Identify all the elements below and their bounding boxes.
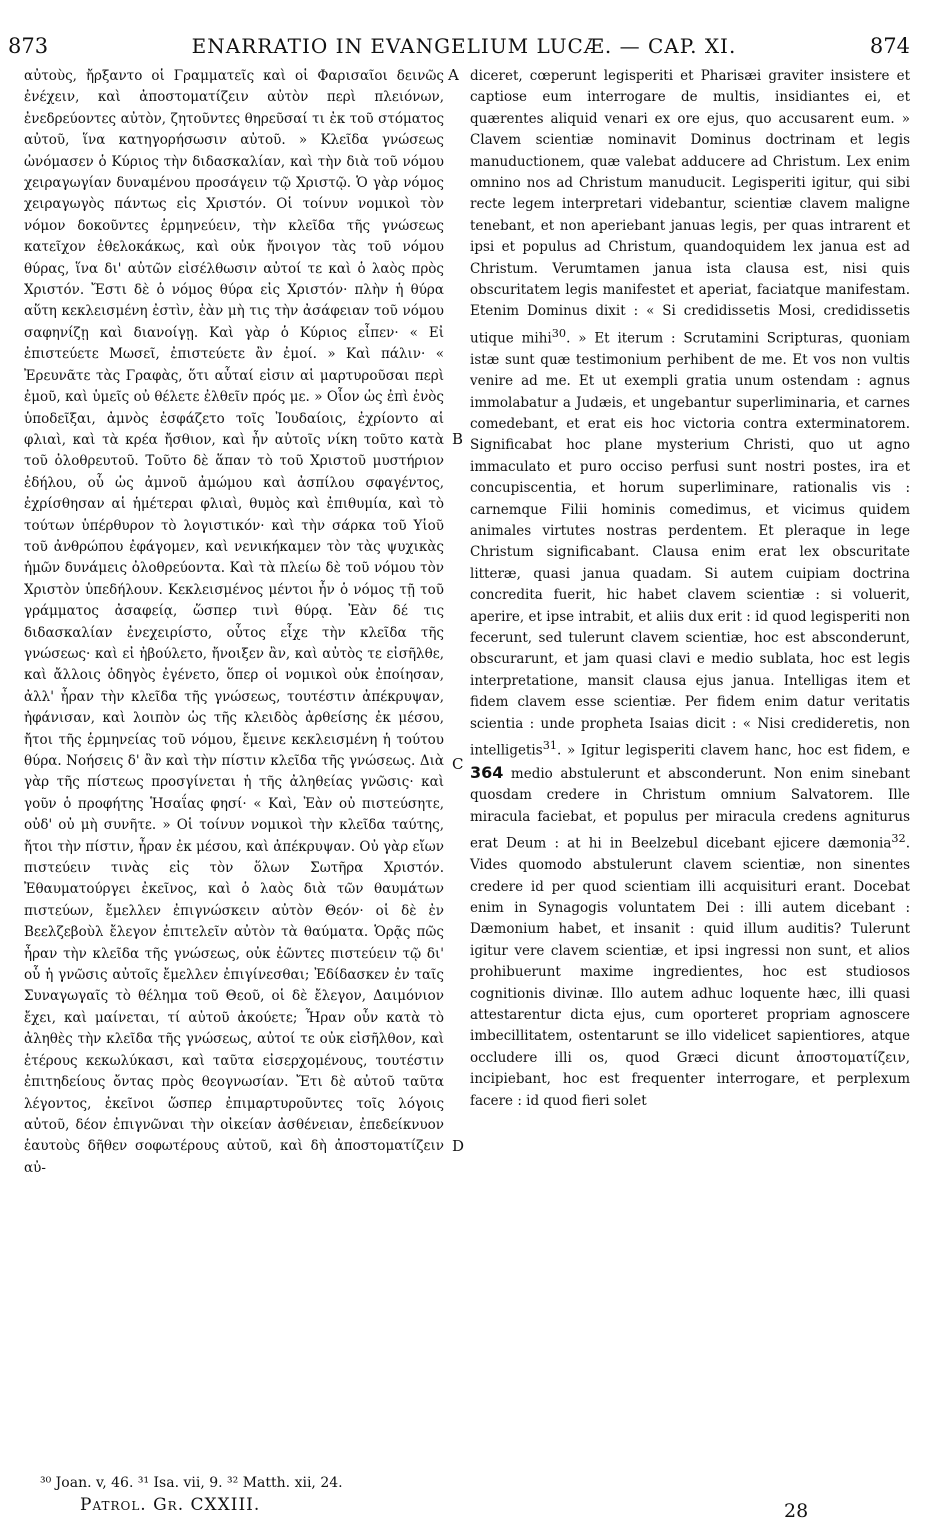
- margin-letter-b: B: [452, 430, 464, 448]
- latin-column: [470, 66, 910, 1112]
- page-number-left: 873: [8, 34, 49, 58]
- printer-signature: 28: [784, 1500, 809, 1522]
- footnote-line: ³⁰ Joan. v, 46. ³¹ Isa. vii, 9. ³² Matth. xii, 24.: [40, 1475, 343, 1491]
- margin-letter-d: D: [452, 1137, 465, 1155]
- latin-text-part-1: diceret, cœperunt legisperiti et Pharisæi graviter insistere et captiose eum interrogare de multis, insidiantes ei, et quærentes aliquid venari ex ore ejus, quo accusarent eum. » Clavem scientiæ nominavit Dominus doctrinam et legis manuductionem, quæ valebat adducere ad Christum. Lex enim omnino nos ad Christum manuducit. Legisperiti igitur, qui sibi recte legem interpretari videbantur, scientiæ clavem maligne tenebant, et non aperiebant januas legis, per quas intrarent et ipsi et populus ad Christum, quandoquidem lex janua est ad Christum. Verumtamen janua ista clausa est, nisi quis obscuritatem legis manifestet et aperiat, faciatque manifestam. Etenim Dominus dixit : « Si credidissetis Mosi, credidissetis utique mihi: [470, 68, 910, 347]
- footnote-ref-30: 30: [551, 326, 567, 340]
- running-title: ENARRATIO IN EVANGELIUM LUCÆ. — CAP. XI.: [191, 34, 737, 58]
- footnote-ref-31: 31: [542, 739, 558, 753]
- margin-letter-a: A: [448, 66, 459, 84]
- migne-column-marker: 364: [470, 763, 504, 782]
- margin-letter-c: C: [452, 755, 464, 773]
- latin-text-part-2: . » Et iterum : Scrutamini Scripturas, quoniam istæ sunt quæ testimonium perhibent de me. Et vos non vultis venire ad me. Et ut exempli gratia unum ostendam : agnus immolabatur a Judæis, et ungebantur superliminaria, et carnes comedebant, et erat eis hoc victoria contra exterminatorem. Significabat hoc plane mysterium Christi, quo ut agno immaculato et puro occiso perfusi sunt nostri postes, ira et concupiscentia, et horum superliminare, rationalis vis : carnemque Filii hominis comedimus, et vicimus quidem animales virtutes nostras perdentem. Et pleraque in lege Christum significabant. Clausa enim erat lex obscuritate litteræ, quasi janua quadam. Si autem cuipiam doctrina concredita fuerit, hic habet clavem scientiæ : si voluerit, aperire, et ipse intrabit, et aliis dux erit : id quod legisperiti non fecerunt, sed tulerunt clavem scientiæ, hoc est absconderunt, obscurarunt, et jam quasi clavi e medio sublata, hoc est legis interpretatione, mansit clausa ejus janua. Intelligas item et fidem clavem esse scientiæ. Per fidem enim datur veritatis scientia : unde propheta Isaias dicit : « Nisi credideretis, non intelligetis: [470, 330, 910, 759]
- latin-text-part-4: medio abstulerunt et absconderunt. Non enim sinebant quosdam credere in Christum omnium Salvatorem. Ille miracula faciebat, et populus per miracula credens agniturus erat Deum : at hi in Beelzebul dicebant ejicere dæmonia: [470, 766, 910, 852]
- greek-text: αὐτοὺς, ἤρξαντο οἱ Γραμματεῖς καὶ οἱ Φαρισαῖοι δεινῶς ἐνέχειν, καὶ ἀποστοματίζειν αὐτὸν περὶ πλειόνων, ἐνεδρεύοντες αὐτὸν, ζητοῦντες θηρεῦσαί τι ἐκ τοῦ στόματος αὐτοῦ, ἵνα κατηγορήσωσιν αὐτοῦ. » Κλεῖδα γνώσεως ὠνόμασεν ὁ Κύριος τὴν διδασκαλίαν, καὶ τὴν διὰ τοῦ νόμου χειραγωγίαν δυναμένου προσάγειν τῷ Χριστῷ. Ὁ γὰρ νόμος χειραγωγὸς πάντως εἰς Χριστόν. Οἱ τοίνυν νομικοὶ τὸν νόμον δοκοῦντες ἑρμηνεύειν, τὴν κλεῖδα τῆς γνώσεως κατεῖχον ἐθελοκάκως, καὶ οὐκ ἤνοιγον τὰς τοῦ νόμου θύρας, ἵνα δι' αὐτῶν εἰσέλθωσιν αὐτοί τε καὶ ὁ λαὸς πρὸς Χριστόν. Ἔστι δὲ ὁ νόμος θύρα εἰς Χριστόν· πλὴν ἡ θύρα αὕτη κεκλεισμένη ἐστὶν, ἐὰν μὴ τις τὴν ἀσάφειαν τοῦ νόμου σαφηνίζῃ καὶ διανοίγῃ. Καὶ γὰρ ὁ Κύριος εἶπεν· « Εἰ ἐπιστεύετε Μωσεῖ, ἐπιστεύετε ἂν ἐμοί. » Καὶ πάλιν· « Ἐρευνᾶτε τὰς Γραφὰς, ὅτι αὗταί εἰσιν αἱ μαρτυροῦσαι περὶ ἐμοῦ, καὶ ὑμεῖς οὐ θέλετε ἐλθεῖν πρός με. » Οἷον ὡς ἐπὶ ἑνὸς ὑποδεῖξαι, ἀμνὸς ἐσφάζετο τοῖς Ἰουδαίοις, ἐχρίοντο αἱ φλιαὶ, καὶ τὰ κρέα ἤσθιον, καὶ ἦν αὐτοῖς νίκη τοῦτο κατὰ τοῦ ὀλοθρευτοῦ. Τοῦτο δὲ ἅπαν τὸ τοῦ Χριστοῦ μυστήριον ἐδήλου, οὗ ὡς ἀμνοῦ ἀμώμου καὶ ἀσπίλου σφαγέντος, ἐχρίσθησαν αἱ ἡμέτεραι φλιαὶ, θυμὸς καὶ ἐπιθυμία, καὶ τὸ τούτων ὑπέρθυρον τὸ λογιστικόν· καὶ τὴν σάρκα τοῦ Υἱοῦ τοῦ ἀνθρώπου ἐφάγομεν, καὶ νενικήκαμεν τὸν τὰς ψυχικὰς ἡμῶν δυνάμεις ὀλοθρεύοντα. Καὶ τὰ πλείω δὲ τοῦ νόμου τὸν Χριστὸν ὑπεδήλουν. Κεκλεισμένος μέντοι ἦν ὁ νόμος τῇ τοῦ γράμματος ἀσαφείᾳ, ὥσπερ τινὶ θύρᾳ. Ἐὰν δέ τις διδασκαλίαν ἐνεχειρίστο, οὗτος εἶχε τὴν κλεῖδα τῆς γνώσεως· καὶ εἰ ἠβούλετο, ἤνοιξεν ἂν, καὶ αὐτὸς τε εἰσῆλθε, καὶ ἄλλοις ὁδηγὸς ἐγένετο, ὅπερ οἱ νομικοὶ οὐκ ἐποίησαν, ἀλλ' ἦραν τὴν κλεῖδα τῆς γνώσεως, τουτέστιν ἀπέκρυψαν, ἠφάνισαν, καὶ λοιπὸν ὡς τῆς κλειδὸς ἀρθείσης ἐκ μέσου, ἤτοι τῆς ἑρμηνείας τοῦ νόμου, ἔμεινε κεκλεισμένη ἡ τούτου θύρα. Νοήσεις δ' ἂν καὶ τὴν πίστιν κλεῖδα τῆς γνώσεως. Διὰ γὰρ τῆς πίστεως προσγίνεται ἡ τῆς ἀληθείας γνῶσις· καὶ γοῦν ὁ προφήτης Ἡσαΐας φησί· « Καὶ, Ἐὰν οὐ πιστεύσητε, οὐδ' οὐ μὴ συνῆτε. » Οἱ τοίνυν νομικοὶ τὴν κλεῖδα ταύτης, ἤτοι τὴν πίστιν, ἦραν ἐκ μέσου, καὶ ἀπέκρυψαν. Οὐ γὰρ εἴων πιστεύειν τινὰς εἰς τὸν ὅλων Σωτῆρα Χριστόν. Ἐθαυματούργει ἐκεῖνος, καὶ ὁ λαὸς διὰ τῶν θαυμάτων πιστεύων, ἔμελλεν ἐπιγνώσκειν αὐτὸν Θεόν· οἱ δὲ ἐν Βεελζεβοὺλ ἔλεγον ἐπιτελεῖν αὐτὸν τὰ θαύματα. Ὁρᾷς πῶς ἦραν τὴν κλεῖδα τῆς γνώσεως, οὐκ ἐῶντες πιστεύειν τῷ δι' οὗ ἡ γνῶσις αὐτοῖς ἔμελλεν ἐπιγίνεσθαι; Ἐδίδασκεν ἐν ταῖς Συναγωγαῖς τὸ θέλημα τοῦ Θεοῦ, οἱ δὲ ἔλεγον, Δαιμόνιον ἔχει, καὶ μαίνεται, τί αὐτοῦ ἀκούετε; Ἦραν οὖν κατὰ τὸ ἀληθὲς τὴν κλεῖδα τῆς γνώσεως, αὐτοί τε οὐκ εἰσῆλθον, καὶ ἑτέρους κεκωλύκασι, καὶ ταῦτα εἰσερχομένους, τουτέστιν ἐπιτηδείους ὄντας πρὸς θεογνωσίαν. Ἔτι δὲ αὐτοῦ ταῦτα λέγοντος, ἐκεῖνοι ὥσπερ ἐπιμαρτυροῦντες τοῖς λόγοις αὐτοῦ, δέον ἐπιγνῶναι τὴν οἰκείαν ἀσθένειαν, ἐπεδείκνυον ἑαυτοὺς δῆθεν σοφωτέρους αὐτοῦ, καὶ δὴ ἀποστοματίζειν αὐ-: [24, 68, 444, 1176]
- latin-text-part-5: . Vides quomodo abstulerunt clavem scientiæ, non sinentes credere id per quod scientiam illi acquisituri erant. Docebat enim in Synagogis voluntatem Dei : illi autem dicebant : Dæmonium habet, et insanit : quid illum auditis? Tulerunt igitur vere clavem scientiæ, et ipsi ingressi non sunt, et alios prohibuerunt maxime ingredientes, hoc est studiosos cognitionis divinæ. Illo autem adhuc loquente hæc, illi quasi attestarentur dicta ejus, cum oporteret propriam agnoscere imbecillitatem, ostentarunt se illo videlicet sapientiores, atque occludere illi os, quod Græci dicunt ἀποστοματίζειν, incipiebant, hoc est frequenter interrogare, et perplexum facere : id quod fieri solet: [470, 835, 910, 1109]
- footnotes: [40, 1472, 560, 1516]
- greek-column: [24, 66, 444, 1179]
- footnote-ref-32: 32: [891, 832, 906, 846]
- collection-signature: Patrol. Gr. CXXIII.: [80, 1495, 261, 1515]
- latin-text-part-3: . » Igitur legisperiti clavem hanc, hoc est fidem, e: [557, 742, 910, 759]
- page-number-right: 874: [869, 34, 910, 58]
- latin-text: [470, 66, 910, 1112]
- page-header: [0, 30, 928, 62]
